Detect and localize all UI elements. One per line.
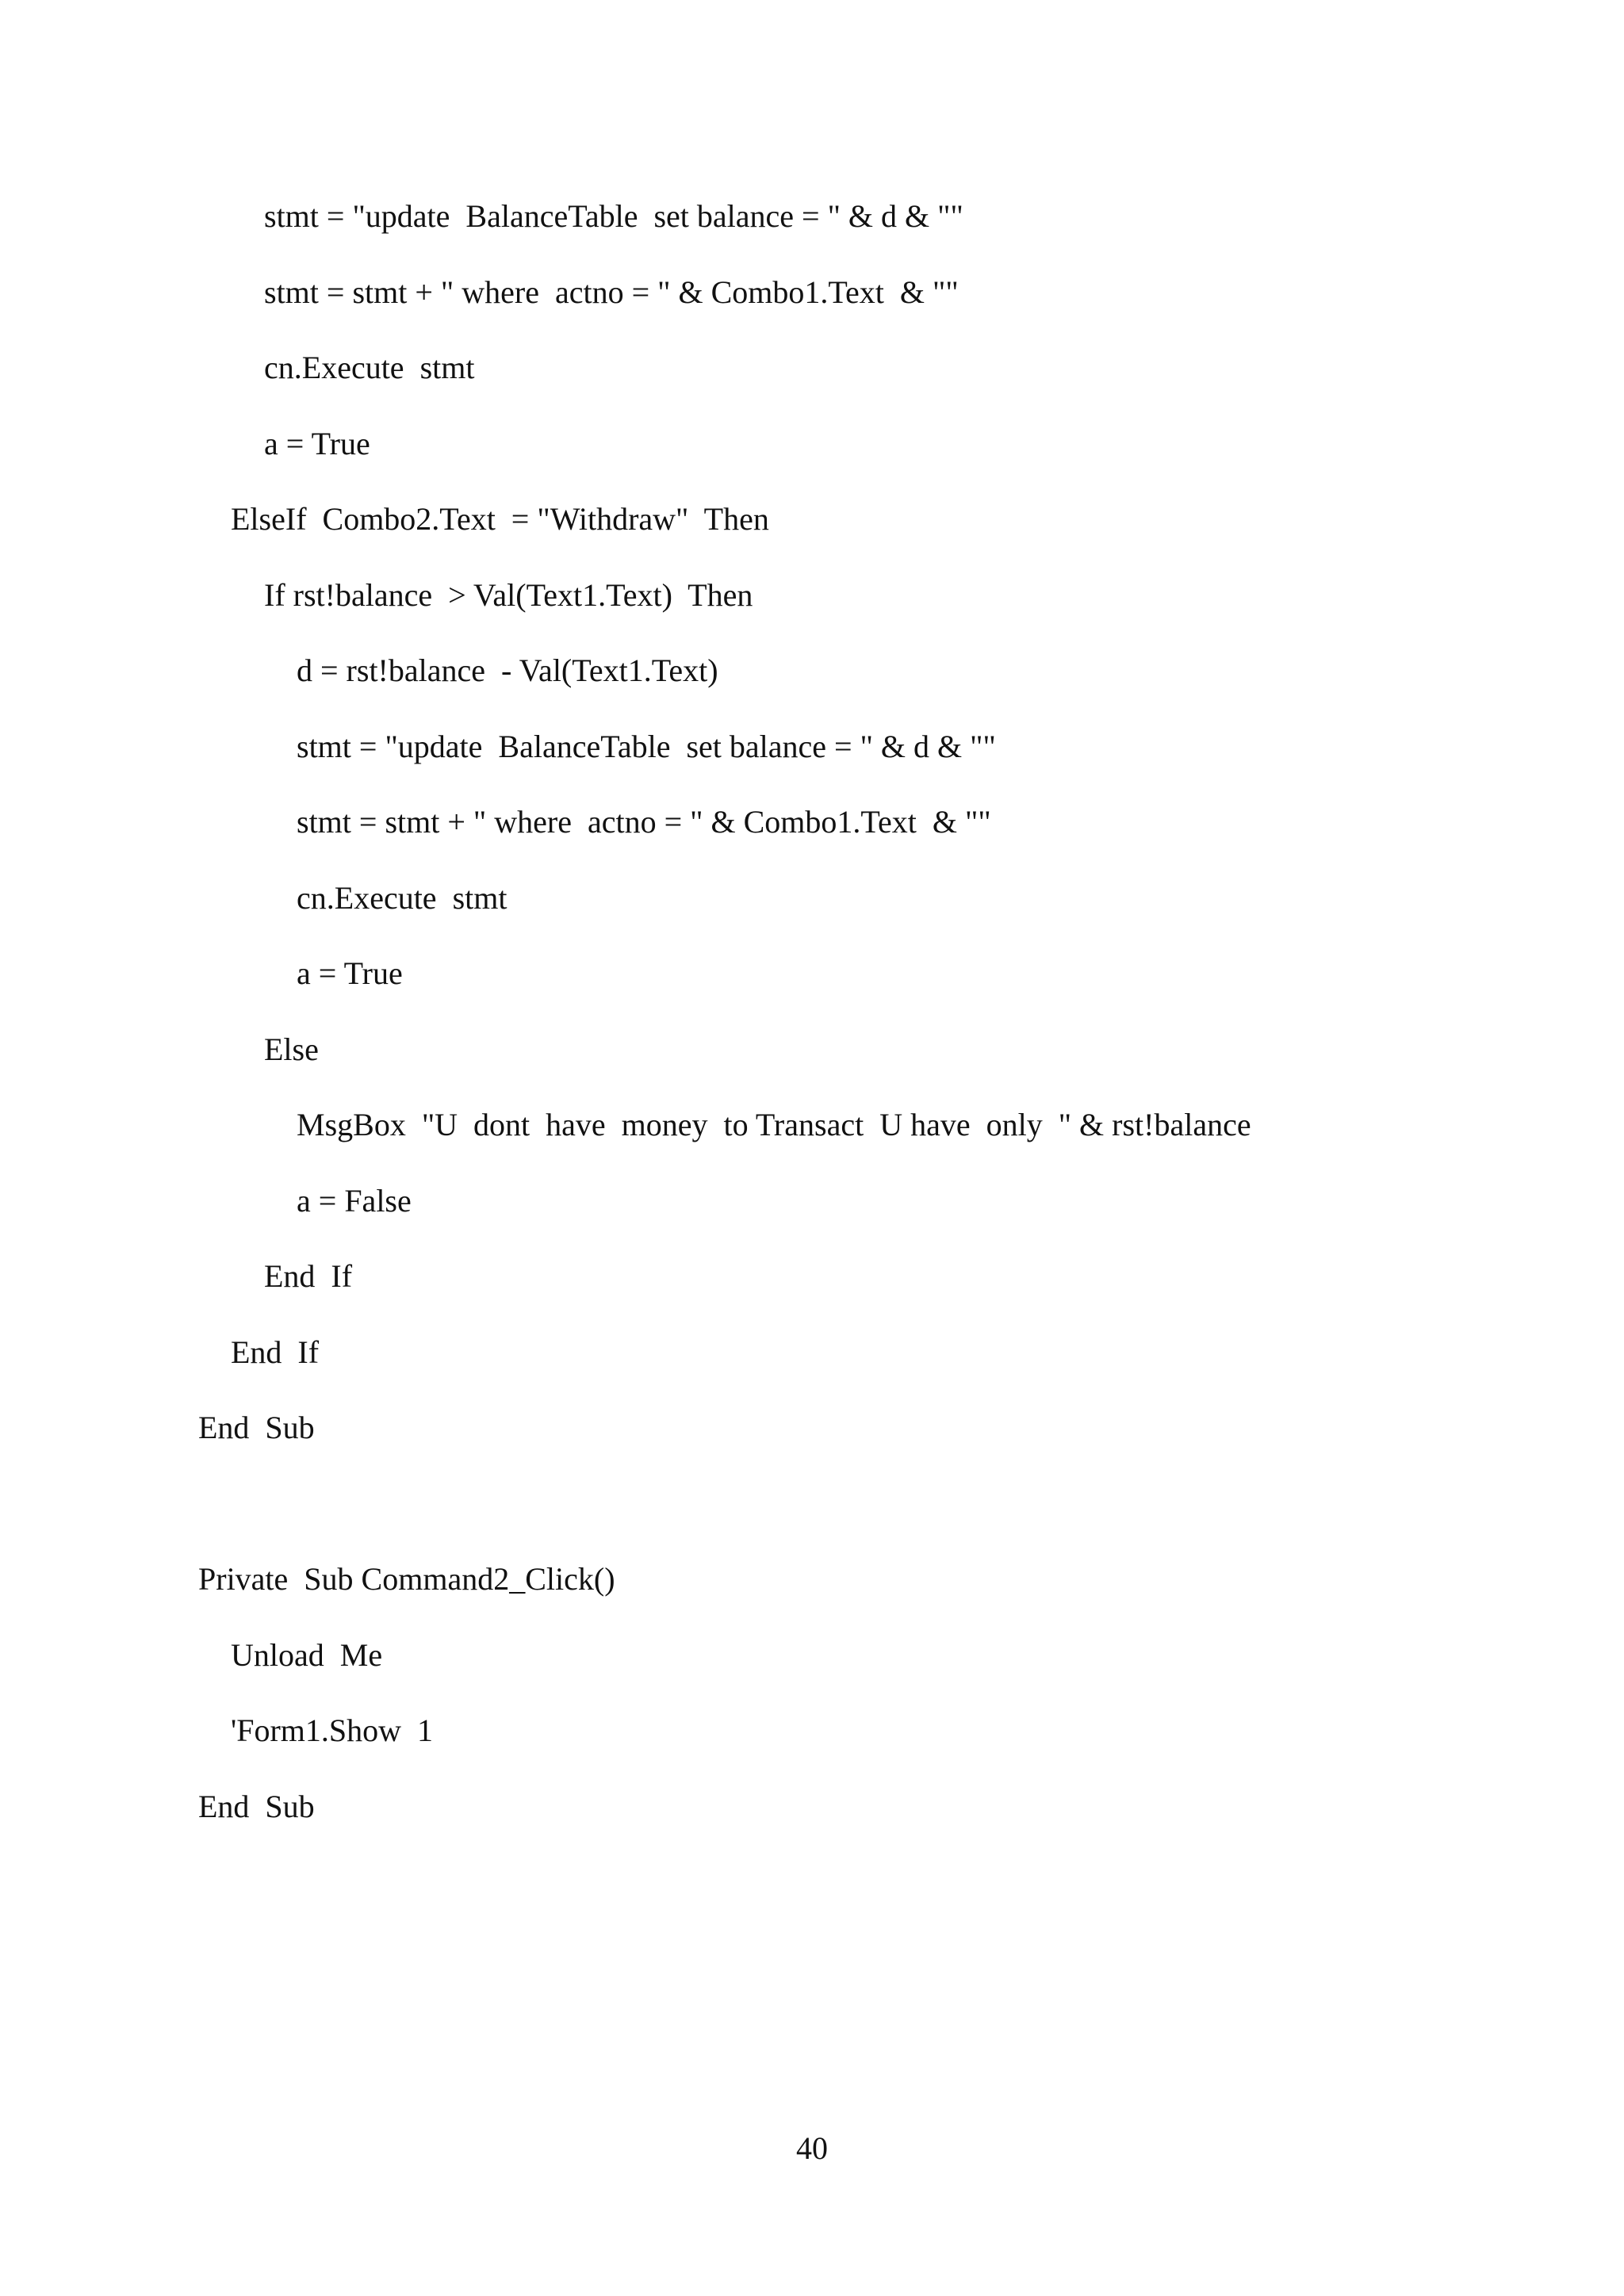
- code-line: End Sub: [198, 1410, 315, 1445]
- code-line: cn.Execute stmt: [297, 879, 508, 916]
- code-line: 'Form1.Show 1: [231, 1712, 434, 1748]
- code-line: stmt = "update BalanceTable set balance = " & d & "": [264, 198, 963, 234]
- page-number: 40: [796, 2130, 828, 2166]
- code-line: cn.Execute stmt: [264, 350, 475, 385]
- code-line: d = rst!balance - Val(Text1.Text): [297, 652, 718, 688]
- code-line: End If: [264, 1258, 353, 1294]
- code-line: End Sub: [198, 1788, 315, 1824]
- code-line: stmt = stmt + " where actno = " & Combo1.Text & "": [297, 804, 991, 840]
- blank-line: [198, 1476, 1251, 1552]
- code-line: a = True: [297, 955, 403, 991]
- code-line: stmt = stmt + " where actno = " & Combo1.Text & "": [264, 274, 959, 310]
- code-line: Unload Me: [231, 1636, 383, 1673]
- code-line: a = True: [264, 425, 370, 461]
- code-line: If rst!balance > Val(Text1.Text) Then: [264, 576, 753, 613]
- code-line: stmt = "update BalanceTable set balance = " & d & "": [297, 728, 996, 764]
- code-line: Else: [264, 1031, 319, 1067]
- code-line: Private Sub Command2_Click(): [198, 1561, 615, 1597]
- code-listing: [198, 189, 1251, 1854]
- code-line: a = False: [297, 1182, 412, 1219]
- code-line: ElseIf Combo2.Text = "Withdraw" Then: [231, 501, 769, 537]
- code-line: End If: [231, 1334, 320, 1370]
- code-line: MsgBox "U dont have money to Transact U have only " & rst!balance: [297, 1107, 1251, 1142]
